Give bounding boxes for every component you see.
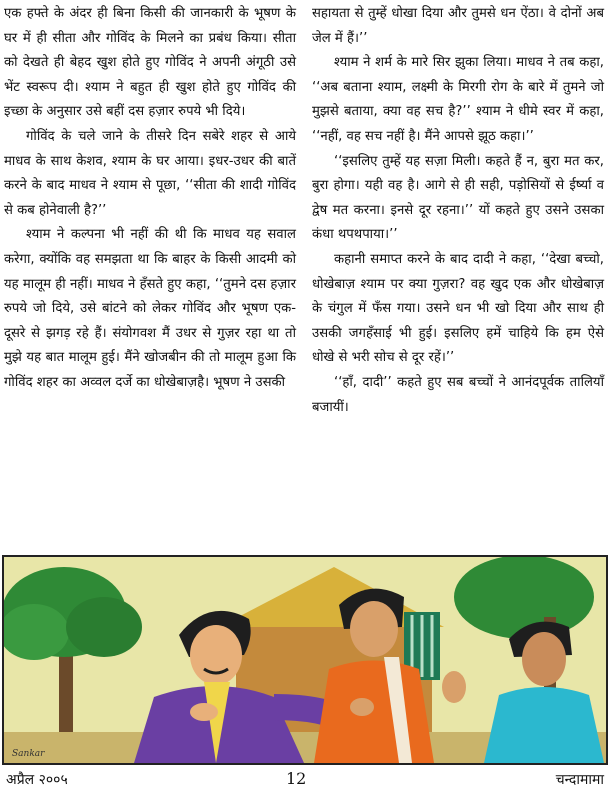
artist-signature: Sankar [12,749,45,759]
paragraph: गोविंद के चले जाने के तीसरे दिन सबेरे शहर से आये माधव के साथ केशव, श्याम के घर आया। इधर-उधर की बातें करने के बाद माधव ने श्याम से पूछा, ‘‘सीता की शादी गोविंद से कब होनेवाली है?’’ [4,128,296,218]
paragraph: ‘‘हाँ, दादी’’ कहते हुए सब बच्चों ने आनंदपूर्वक तालियाँ बजायीं। [312,374,604,415]
paragraph: श्याम ने कल्पना भी नहीं की थी कि माधव यह सवाल करेगा, क्योंकि वह समझता था कि बाहर के किसी आदमी को यह मालूम ही नहीं। माधव ने हँसते हुए कहा, ‘‘तुमने दस हज़ार रुपये जो दिये, उसे बांटने को लेकर गोविंद और भूषण एक-दूसरे से झगड़ रहे हैं। संयोगवश मैं उधर से गुज़र रहा था तो मुझे यह बात मालूम हुई। मैंने खोजबीन की तो मालूम हुआ कि गोविंद शहर का अव्वल दर्जे का धोखेबाज़है। भूषण ने उसकी [4,227,296,390]
right-column [312,2,604,420]
paragraph: ‘‘इसलिए तुम्हें यह सज़ा मिली। कहते हैं न, बुरा मत कर, बुरा होगा। यही वह है। आगे से ही सही, पड़ोसियों से ईर्ष्या व द्वेष मत करना। इनसे दूर रहना।’’ यों कहते हुए उसने उसका कंधा थपथपाया।’’ [312,153,604,243]
page-footer [0,768,612,790]
paragraph: श्याम ने शर्म के मारे सिर झुका लिया। माधव ने तब कहा, ‘‘अब बताना श्याम, लक्ष्मी के मिरगी रोग के बारे में तुमने जो मुझसे बताया, क्या वह सच है?’’ श्याम ने धीमे स्वर में कहा, ‘‘नहीं, वह सच नहीं है। मैंने आपसे झूठ कहा।’’ [312,55,604,144]
left-column [4,2,296,396]
magazine-name: चन्दामामा [555,772,604,788]
illustration-scene [4,557,606,763]
paragraph: एक हफ्ते के अंदर ही बिना किसी की जानकारी के भूषण के घर में ही सीता और गोविंद के मिलने का प्रबंध किया। सीता को देखते ही बेहद खुश होते हुए गोविंद ने अपनी अंगूठी उसे भेंट स्वरूप दी। श्याम ने बहुत ही खुश होते हुए गोविंद की इच्छा के अनुसार उसे बहीं दस हज़ार रुपये भी दिये। [4,6,296,120]
story-illustration [2,555,608,765]
issue-date: अप्रैल २००५ [6,772,68,788]
paragraph: सहायता से तुम्हें धोखा दिया और तुमसे धन ऐंठा। वे दोनों अब जेल में हैं।’’ [312,6,604,46]
page-number: 12 [286,769,307,788]
paragraph: कहानी समाप्त करने के बाद दादी ने कहा, ‘‘देखा बच्चो, धोखेबाज़ श्याम पर क्या गुज़रा? वह खुद एक और धोखेबाज़ के चंगुल में फँस गया। उसने धन भी खो दिया और साथ ही उसकी जगहँसाई भी हुई। इसलिए हमें चाहिये कि हम ऐसे धोखे से भरी सोच से दूर रहें।’’ [312,251,604,366]
